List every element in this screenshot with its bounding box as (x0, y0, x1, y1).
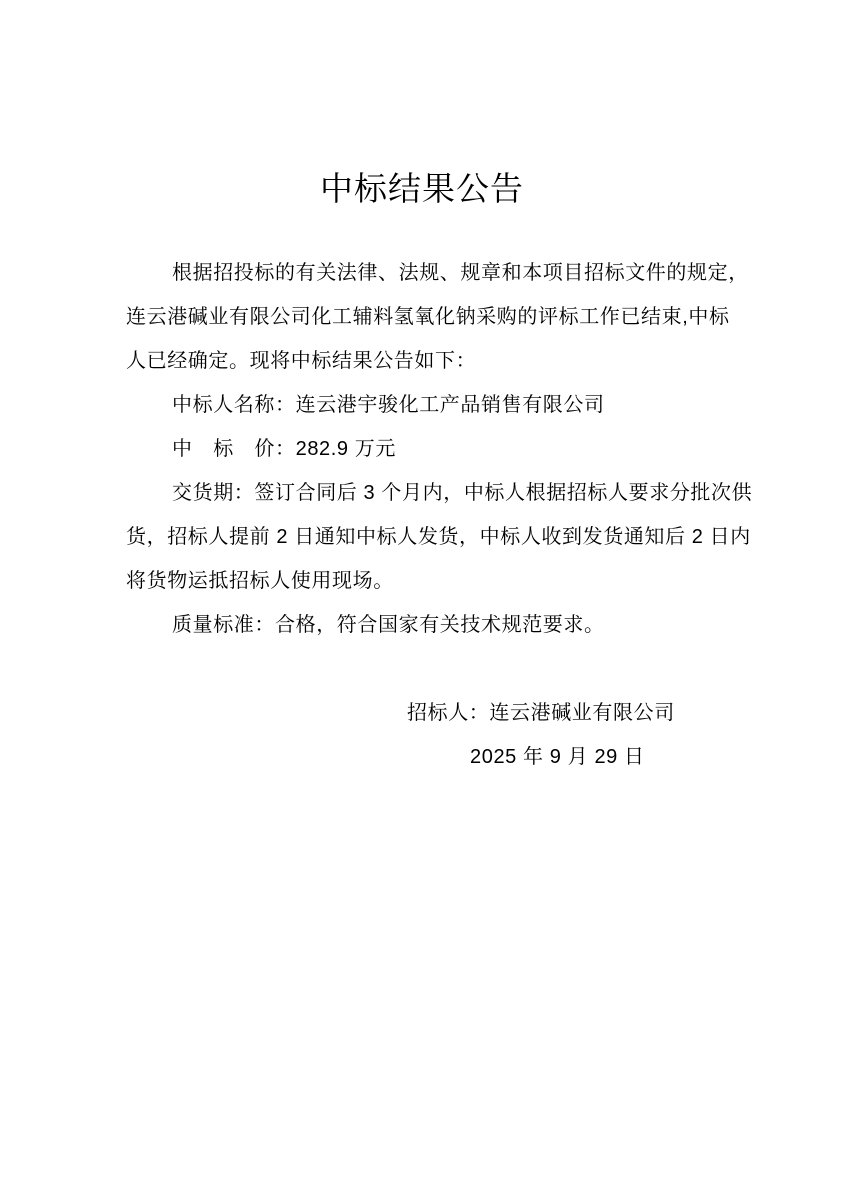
signature-block (126, 691, 718, 779)
tenderer-signature: 招标人：连云港碱业有限公司 (407, 702, 675, 724)
intro-line: 人已经确定。现将中标结果公告如下： (126, 350, 477, 372)
winner-name-paragraph (126, 383, 718, 427)
intro-line: 根据招投标的有关法律、法规、规章和本项目招标文件的规定， (172, 262, 749, 284)
delivery-line: 将货物运抵招标人使用现场。 (126, 570, 394, 592)
intro-paragraph (126, 251, 749, 383)
delivery-paragraph (126, 471, 753, 603)
winner-name-line: 中标人名称：连云港宇骏化工产品销售有限公司 (172, 394, 605, 416)
quality-standard-line: 质量标准：合格，符合国家有关技术规范要求。 (172, 614, 605, 636)
delivery-line: 货，招标人提前 2 日通知中标人发货，中标人收到发货通知后 2 日内 (126, 526, 751, 548)
bid-price-paragraph (126, 427, 718, 471)
bid-price-line: 中 标 价：282.9 万元 (172, 438, 397, 460)
page-title: 中标结果公告 (320, 170, 524, 207)
delivery-line: 交货期：签订合同后 3 个月内，中标人根据招标人要求分批次供 (172, 482, 753, 504)
announcement-date: 2025 年 9 月 29 日 (470, 746, 645, 768)
quality-standard-paragraph (126, 603, 718, 647)
document-content (126, 167, 753, 779)
intro-line: 连云港碱业有限公司化工辅料氢氧化钠采购的评标工作已结束,中标 (126, 306, 730, 328)
